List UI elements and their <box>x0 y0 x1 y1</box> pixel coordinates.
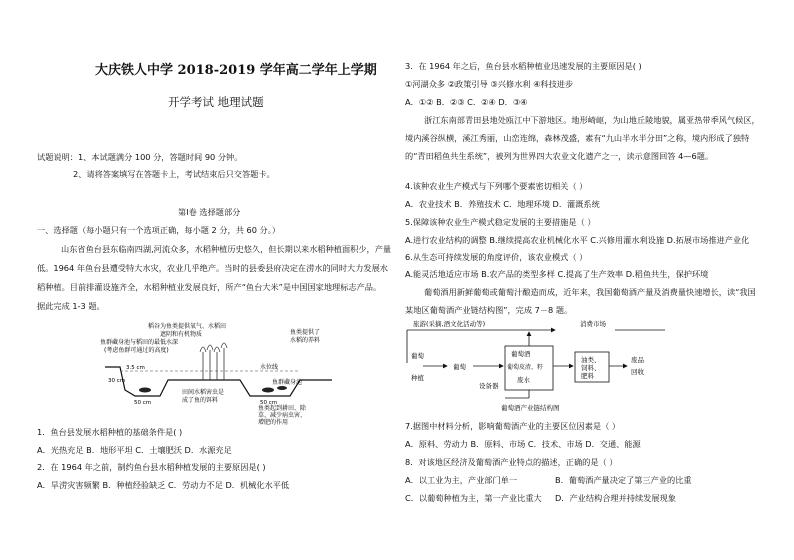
chain-caption: 葡萄酒产业链结构图 <box>501 404 560 412</box>
passage-line: 稻种植。目前排灌设施齐全，水稻种植业发展良好，所产“鱼台大米”是中国国家地理标志产品。 <box>37 282 382 292</box>
question-8-option-d: D．产业结构合理并持续发展现象 <box>555 493 676 503</box>
question-2-options: A．旱涝灾害频繁 B．种植经验缺乏 C．劳动力不足 D．机械化水平低 <box>37 480 290 490</box>
passage-line: 的“青田稻鱼共生系统”，被列为世界四大农业文化遗产之一，读示意图回答 4—6题。 <box>405 151 714 161</box>
instructions-2: 2、请将答案填写在答题卡上，考试结束后只交答题卡。 <box>73 169 275 179</box>
chain-label: 饲料、 <box>581 364 601 372</box>
section-heading: 第Ⅰ卷 选择题部分 <box>178 207 241 217</box>
passage-line: 某地区葡萄酒产业链结构图”，完成 7－8 题。 <box>405 305 573 315</box>
exam-title: 大庆铁人中学 2018-2019 学年高二学年上学期 <box>95 63 377 78</box>
question-1: 1．鱼台县发展水稻种植的基础条件是( ) <box>37 427 183 437</box>
diagram-label: 鱼类起到耕田、除 <box>258 405 307 412</box>
diagram-label: 50 cm <box>134 400 152 406</box>
chain-label: 葡萄 <box>453 363 466 371</box>
question-4-options: A．农业技术 B．养殖技术 C．地理环境 D．灌溉系统 <box>405 199 600 209</box>
question-3: 3．在 1964 年之后，鱼台县水稻种植业迅速发展的主要原因是( ) <box>405 61 642 71</box>
diagram-label: 鱼类提供了 <box>290 329 321 336</box>
chain-label: 回收 <box>631 368 644 376</box>
diagram-label: 遮阴和有机物质 <box>160 331 203 338</box>
question-8-option-c: C．以葡萄种植为主，第一产业比重大 <box>405 493 542 503</box>
chain-label: 设备器 <box>479 382 499 390</box>
diagram-label: 3.5 cm <box>126 365 145 371</box>
chain-label: 肥料 <box>581 372 594 380</box>
chain-label: 废品 <box>631 356 644 364</box>
question-group-heading: 一、选择题（每小题只有一个选项正确，每小题 2 分，共 60 分。） <box>37 225 281 235</box>
question-3-options: A．①② B．②③ C．②④ D．③④ <box>405 97 528 107</box>
question-3-items: ①河湖众多 ②政策引导 ③兴修水利 ④科技进步 <box>405 79 574 89</box>
wine-chain-diagram <box>405 318 675 412</box>
passage-line: 低。1964 年鱼台县遭受特大水灾，农业几乎绝产。当时的县委县府决定在涝水的同时大力发展水 <box>37 263 388 273</box>
diagram-label: 稻谷为鱼类提供氧气、水稻田 <box>148 323 227 330</box>
question-7: 7.据图中材料分析，影响葡萄酒产业的主要区位因素是（ ） <box>405 421 621 431</box>
passage-line: 浙江东南部青田县地处瓯江中下游地区。地形崎岖，为山地丘陵地貌，属亚热带季风气候区， <box>424 115 760 125</box>
diagram-label: 鱼群藏身池 <box>272 379 303 386</box>
question-5: 5.保障该种农业生产模式稳定发展的主要措施是（ ） <box>405 217 596 227</box>
passage-line: 据此完成 1-3 题。 <box>37 301 105 311</box>
question-8-option-a: A．以工业为主，产业部门单一 <box>405 475 518 485</box>
exam-subtitle: 开学考试 地理试题 <box>168 95 264 109</box>
rice-fish-diagram <box>100 322 340 426</box>
question-7-options: A．原料、劳动力 B．原料、市场 C．技术、市场 D．交通、能源 <box>405 439 641 449</box>
question-6: 6.从生态可持续发展的角度评价，该农业模式（ ） <box>405 252 588 262</box>
instructions-1: 试题说明：1、本试题满分 100 分，答题时间 90 分钟。 <box>37 152 243 162</box>
chain-label: 消费市场 <box>580 320 606 328</box>
chain-label: 葡萄 <box>411 352 424 360</box>
question-6-options: A.能灵活地适应市场 B.农产品的类型多样 C.提高了生产效率 D.稻鱼共生，保护环境 <box>405 269 709 279</box>
diagram-label: 水稻的养料 <box>290 337 321 344</box>
question-8: 8．对该地区经济及葡萄酒产业特点的描述，正确的是（ ） <box>405 457 618 467</box>
diagram-label: 水位线 <box>260 364 279 371</box>
chain-label: 葡萄酒 <box>511 350 531 358</box>
chain-label: 旅游(采摘,酒文化活动等) <box>413 320 486 328</box>
chain-label: 废水 <box>517 376 530 384</box>
chain-label: 葡萄皮渣、籽 <box>507 364 544 371</box>
question-5-options: A.进行农业结构的调整 B.继续提高农业机械化水平 C.兴修用灌水利设施 D.拓展市场推进产业化 <box>405 235 750 245</box>
diagram-label: 30 cm <box>108 378 126 384</box>
diagram-label: 鱼群藏身池与稻田的最低水深 <box>100 339 179 346</box>
diagram-label: 50 cm <box>260 400 278 406</box>
diagram-label: (考虑鱼群可通过的高度) <box>104 347 169 354</box>
diagram-label: 田间水稻害虫是 <box>182 389 225 396</box>
question-1-options: A．光热充足 B．地形平坦 C．土壤肥沃 D．水源充足 <box>37 445 232 455</box>
chain-label: 油类、 <box>581 356 601 364</box>
diagram-label: 成了鱼的饵料 <box>182 397 219 404</box>
question-4: 4.该种农业生产模式与下列哪个要素密切相关（ ） <box>405 181 588 191</box>
passage-line: 山东省鱼台县东临南四湖,河流众多，水稻种植历史悠久，但长期以来水稻种植面积少，产量 <box>61 244 392 254</box>
question-8-option-b: B．葡萄酒产量决定了第三产业的比重 <box>555 475 692 485</box>
chain-label: 种植 <box>411 374 424 382</box>
diagram-label: 草、减少病虫害、 <box>258 412 307 419</box>
question-2: 2．在 1964 年之前，制约鱼台县水稻种植发展的主要原因是( ) <box>37 462 266 472</box>
passage-line: 境内溪谷纵横，溪江秀丽，山峦连绵，森林茂盛，素有“九山半水半分田”之称，境内形成了独特 <box>405 133 750 143</box>
passage-line: 葡萄酒用新鲜葡萄或葡萄汁酿造而成，近年来，我国葡萄酒产量及消费量快速增长，读“我国 <box>424 287 756 297</box>
diagram-label: 增肥的作用 <box>258 419 289 426</box>
